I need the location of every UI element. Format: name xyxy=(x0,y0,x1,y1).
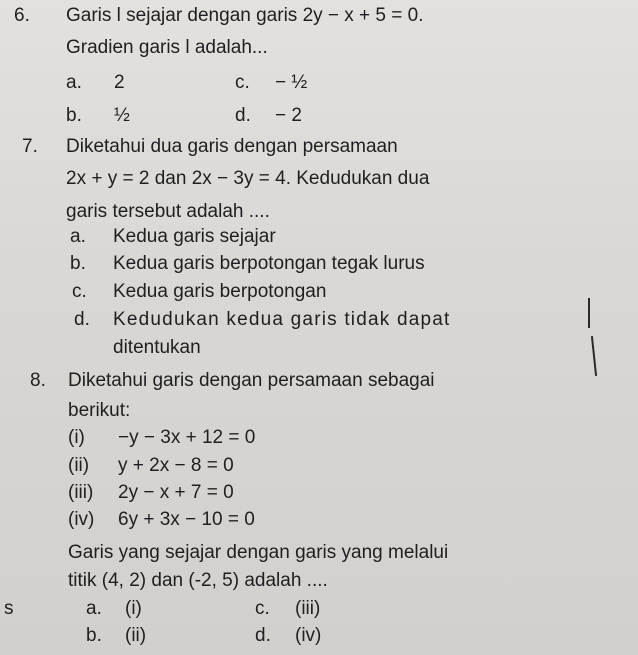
q6-line1: Garis l sejajar dengan garis 2y − x + 5 = 0. xyxy=(66,5,424,26)
q6-option-c-label: c. xyxy=(235,72,250,93)
q8-option-a-label: a. xyxy=(86,598,102,619)
q6-option-a-label: a. xyxy=(66,72,82,93)
q8-number: 8. xyxy=(30,370,46,391)
q6-option-b-label: b. xyxy=(66,105,82,126)
q7-line2: 2x + y = 2 dan 2x − 3y = 4. Kedudukan dua xyxy=(66,168,430,189)
margin-fragment: s xyxy=(4,598,14,619)
q7-line3: garis tersebut adalah .... xyxy=(66,201,270,222)
pen-mark xyxy=(591,336,597,376)
q8-item-equation: y + 2x − 8 = 0 xyxy=(118,455,234,476)
q6-number: 6. xyxy=(14,5,30,26)
q8-option-c-label: c. xyxy=(255,598,270,619)
q8-option-b: (ii) xyxy=(125,625,147,646)
q8-item-equation: 6y + 3x − 10 = 0 xyxy=(118,509,255,530)
q8-option-a: (i) xyxy=(125,598,142,619)
q6-option-a: 2 xyxy=(114,72,125,93)
q6-option-c: − ½ xyxy=(275,72,308,93)
q7-option-d-label: d. xyxy=(74,309,90,330)
q7-option-b-label: b. xyxy=(70,253,86,274)
q8-line1: Diketahui garis dengan persamaan sebagai xyxy=(68,370,435,391)
q8-item-equation: −y − 3x + 12 = 0 xyxy=(118,427,256,448)
q7-option-c-label: c. xyxy=(72,281,87,302)
q8-line4: titik (4, 2) dan (-2, 5) adalah .... xyxy=(68,570,328,591)
q8-option-d-label: d. xyxy=(255,625,271,646)
q7-option-a: Kedua garis sejajar xyxy=(113,226,276,247)
q8-item-label: (i) xyxy=(68,427,85,448)
q8-line3: Garis yang sejajar dengan garis yang melalui xyxy=(68,542,449,563)
q6-option-d-label: d. xyxy=(235,105,251,126)
q6-option-b: ½ xyxy=(114,105,130,126)
q7-option-d: Kedudukan kedua garis tidak dapat xyxy=(113,309,451,330)
q7-option-d-continued: ditentukan xyxy=(113,337,201,358)
q8-item-label: (ii) xyxy=(68,455,90,476)
q8-option-d: (iv) xyxy=(295,625,322,646)
q8-line2: berikut: xyxy=(68,400,131,421)
q7-option-b: Kedua garis berpotongan tegak lurus xyxy=(113,253,425,274)
q8-item-label: (iv) xyxy=(68,509,95,530)
q6-line2: Gradien garis l adalah... xyxy=(66,37,268,58)
pen-mark xyxy=(588,298,590,328)
q6-option-d: − 2 xyxy=(275,105,302,126)
q7-option-c: Kedua garis berpotongan xyxy=(113,281,327,302)
q7-number: 7. xyxy=(22,136,38,157)
q8-item-label: (iii) xyxy=(68,482,94,503)
q8-option-c: (iii) xyxy=(295,598,321,619)
q8-option-b-label: b. xyxy=(86,625,102,646)
q7-line1: Diketahui dua garis dengan persamaan xyxy=(66,136,398,157)
q8-item-equation: 2y − x + 7 = 0 xyxy=(118,482,234,503)
q7-option-a-label: a. xyxy=(70,226,86,247)
